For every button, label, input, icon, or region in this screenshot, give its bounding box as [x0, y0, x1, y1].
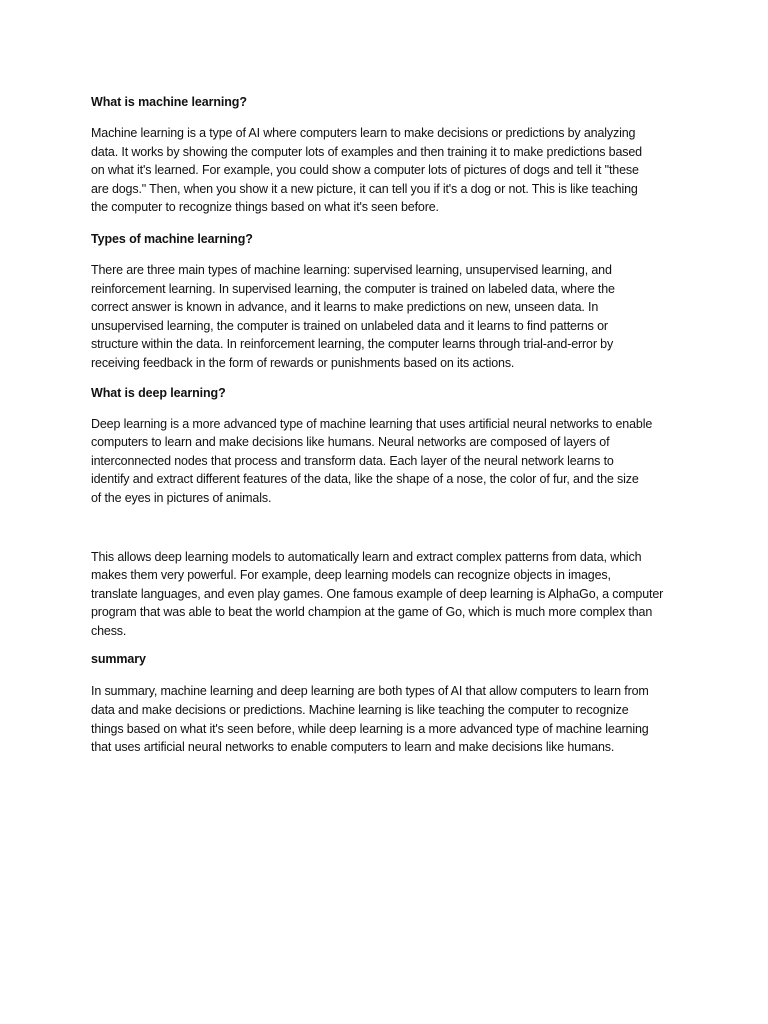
text-line: are dogs." Then, when you show it a new picture, it can tell you if it's a dog or not. This is like teaching	[91, 181, 638, 196]
text-line: There are three main types of machine learning: supervised learning, unsupervised learning, and	[91, 262, 612, 277]
text-line: In summary, machine learning and deep learning are both types of AI that allow computers to learn from	[91, 684, 649, 699]
text-line: reinforcement learning. In supervised learning, the computer is trained on labeled data, where the	[91, 281, 615, 296]
text-line: correct answer is known in advance, and it learns to make predictions on new, unseen data. In	[91, 300, 599, 315]
text-line: Machine learning is a type of AI where computers learn to make decisions or predictions by analyzing	[91, 126, 636, 140]
text-line: makes them very powerful. For example, deep learning models can recognize objects in images,	[91, 568, 611, 583]
text-line: computers to learn and make decisions like humans. Neural networks are composed of layers of	[91, 435, 610, 450]
section-heading-summary: summary	[91, 652, 146, 667]
text-line: Deep learning is a more advanced type of machine learning that uses artificial neural networks to enable	[91, 416, 653, 431]
section-paragraph	[91, 548, 688, 641]
text-line: data. It works by showing the computer lots of examples and then training it to make predictions based	[91, 144, 642, 159]
text-line: translate languages, and even play games. One famous example of deep learning is AlphaGo, a computer	[91, 586, 664, 601]
text-line: on what it's learned. For example, you could show a computer lots of pictures of dogs and tell it "these	[91, 163, 639, 178]
section-paragraph	[91, 261, 688, 373]
text-line: structure within the data. In reinforcement learning, the computer learns through trial-and-error by	[91, 337, 614, 352]
text-line: program that was able to beat the world champion at the game of Go, which is much more complex than	[91, 605, 653, 620]
text-line: receiving feedback in the form of rewards or punishments based on its actions.	[91, 355, 515, 370]
text-line: This allows deep learning models to automatically learn and extract complex patterns from data, which	[91, 549, 642, 564]
text-line: of the eyes in pictures of animals.	[91, 490, 272, 505]
text-line: identify and extract different features of the data, like the shape of a nose, the color of fur, and the size	[91, 472, 639, 487]
section-paragraph	[91, 415, 688, 508]
text-line: chess.	[91, 623, 127, 638]
text-line: that uses artificial neural networks to enable computers to learn and make decisions like humans.	[91, 740, 615, 755]
text-line: the computer to recognize things based on what it's seen before.	[91, 200, 439, 215]
section-heading-types: Types of machine learning?	[91, 231, 253, 246]
text-line: things based on what it's seen before, while deep learning is a more advanced type of machine learning	[91, 721, 649, 736]
text-line: unsupervised learning, the computer is trained on unlabeled data and it learns to find patterns or	[91, 318, 608, 333]
section-paragraph	[91, 682, 688, 756]
text-line: interconnected nodes that process and transform data. Each layer of the neural network learns to	[91, 453, 614, 468]
text-line: data and make decisions or predictions. Machine learning is like teaching the computer to recognize	[91, 703, 629, 718]
section-heading-deep-learning: What is deep learning?	[91, 385, 226, 400]
section-heading-machine-learning: What is machine learning?	[91, 95, 247, 109]
section-paragraph	[91, 124, 688, 217]
